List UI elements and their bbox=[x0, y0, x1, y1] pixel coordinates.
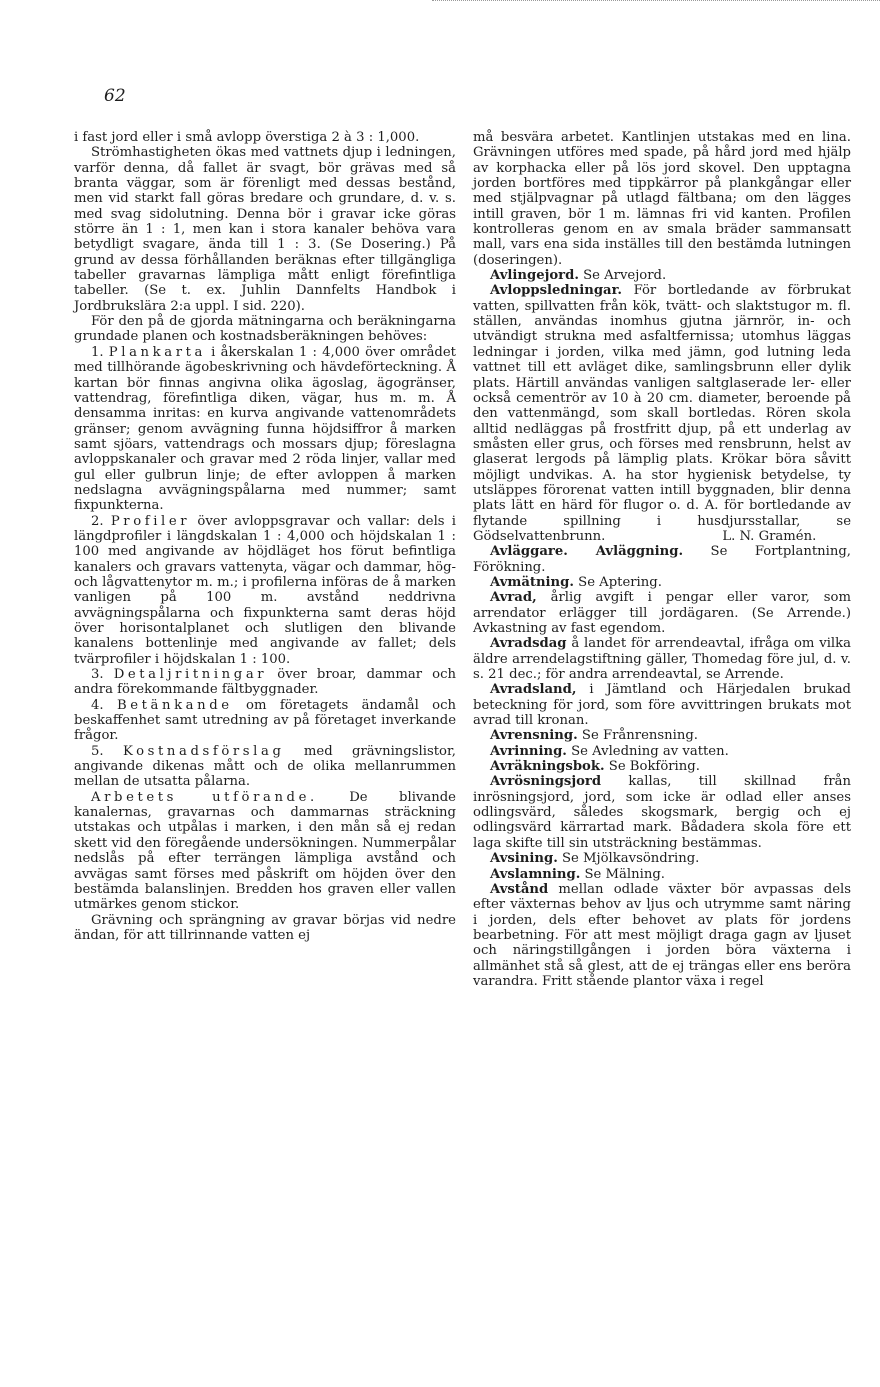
entry-text: Se Avledning av vatten. bbox=[571, 743, 729, 759]
dictionary-entry bbox=[473, 682, 851, 728]
numbered-item bbox=[74, 790, 456, 913]
dictionary-entry bbox=[473, 851, 851, 866]
entry-headword: Avsining. bbox=[490, 851, 558, 867]
numbered-item bbox=[74, 345, 456, 514]
paragraph-continuation bbox=[74, 130, 456, 145]
numbered-item bbox=[74, 667, 456, 698]
numbered-item bbox=[74, 698, 456, 744]
entry-text: Se Bokföring. bbox=[608, 759, 700, 775]
spaced-heading: Arbetets utförande. bbox=[91, 789, 318, 805]
body-text: För den på de gjorda mätningarna och beräkningarna grundade planen och kostnadsberäkningen behöves: bbox=[74, 314, 456, 345]
body-text: Strömhastigheten ökas med vattnets djup i ledningen, varför denna, då fallet är svagt, bör grävas med så branta väggar, som är förenligt med dessas bestånd, men vid starkt fall göras bredare och grundare, d. v. s. med svag sidolutning. Denna bör i gravar icke göras större än 1 : 1, men kan i stora kanaler behöva vara betydligt svagare, ända till 1 : 3. (Se Dosering.) På grund av dessa förhållanden beräknas efter tillgängliga tabeller gravarnas lämpliga mått enligt förefintliga tabeller. (Se t. ex. Juhlin Dannfelts Handbok i Jordbrukslära 2:a uppl. I sid. 220). bbox=[74, 145, 456, 314]
item-number: 4. bbox=[91, 697, 104, 713]
dictionary-entry bbox=[473, 882, 851, 989]
entry-text: å landet för arrendeavtal, ifråga om vilka äldre arrendelagstiftning gäller, Thomedag före jul, d. v. s. 21 dec.; för andra arrendeavtal, se Arrende. bbox=[473, 636, 851, 683]
dictionary-entry bbox=[473, 590, 851, 636]
entry-text: Se Arvejord. bbox=[583, 268, 667, 284]
dictionary-entry bbox=[473, 744, 851, 759]
spaced-heading: Detaljritningar bbox=[113, 667, 268, 683]
body-text: De blivande kanalernas, gravarnas och dammarnas sträckning utstakas och utpålas i marken, i den mån så ej redan skett vid den föregående undersökningen. Nummerpålar nedslås på efter terrängen lämpliga avstånd och avvägas samt förses med påskrift om höjden över den bestämda balanslinjen. Bredden hos graven eller vallen utmärkes genom stickor. bbox=[74, 789, 456, 913]
dictionary-entry bbox=[473, 728, 851, 743]
entry-headword: Avrinning. bbox=[490, 743, 567, 759]
entry-headword: Avstånd bbox=[490, 881, 549, 897]
dictionary-entry bbox=[473, 268, 851, 283]
dictionary-entry bbox=[473, 575, 851, 590]
entry-text: Se Fortplantning, Förökning. bbox=[473, 544, 851, 575]
entry-text: årlig avgift i pengar eller varor, som arrendator erlägger till jordägaren. (Se Arrende.) Avkastning av fast egendom. bbox=[473, 590, 851, 636]
entry-headword: Avrensning. bbox=[490, 728, 578, 744]
dictionary-entry bbox=[473, 636, 851, 682]
entry-text: i Jämtland och Härjedalen brukad beteckning för jord, som före avvittringen brukats mot avrad till kronan. bbox=[473, 682, 852, 729]
entry-text: Se Frånrensning. bbox=[581, 728, 698, 744]
dictionary-entry bbox=[473, 867, 851, 882]
page-number: 62 bbox=[104, 86, 126, 106]
body-text: över avloppsgravar och vallar: dels i längdprofiler i längdskalan 1 : 4,000 och höjdskalan 1 : 100 med angivande av höjdläget hos förut befintliga kanalers och gravars vattenyta, vägar och dammar, hög- och lågvattenytor m. m.; i profilerna införas de å marken vanligen på 100 m. avstånd neddrivna avvägningspålarna och fixpunkterna samt deras höjd över horisontalplanet och slutligen den blivande kanalens bottenlinje med angivande av fallet; dels tvärprofiler i höjdskalan 1 : 100. bbox=[74, 513, 456, 667]
entry-text: mellan odlade växter bör avpassas dels efter växternas behov av ljus och utrymme samt näring i jorden, dels efter behovet av plats för jordens bearbetning. För att mest möjligt draga gagn av ljuset och näringstillgången i jorden böra växterna i allmänhet stå så glest, att de ej trängas eller ens beröra varandra. Fritt stående plantor växa i regel bbox=[473, 881, 851, 989]
left-column bbox=[74, 130, 456, 943]
dictionary-entry bbox=[473, 774, 851, 851]
paragraph bbox=[74, 314, 456, 345]
numbered-item bbox=[74, 744, 456, 790]
numbered-item bbox=[74, 514, 456, 667]
dictionary-entry bbox=[473, 283, 851, 544]
entry-text: Se Mälning. bbox=[584, 866, 665, 882]
paragraph-continuation bbox=[473, 130, 851, 268]
paragraph bbox=[74, 913, 456, 944]
entry-headword: Avrad, bbox=[490, 590, 537, 606]
item-number: 1. bbox=[91, 344, 104, 360]
body-text: i fast jord eller i små avlopp överstiga 2 à 3 : 1,000. bbox=[74, 130, 420, 145]
dictionary-entry bbox=[473, 759, 851, 774]
body-text: om företagets ändamål och beskaffenhet samt utredning av på företaget inverkande frågor. bbox=[74, 697, 456, 744]
entry-headword: Avmätning. bbox=[490, 574, 574, 590]
body-text: Grävning och sprängning av gravar börjas vid nedre ändan, för att tillrinnande vatten ej bbox=[74, 912, 456, 943]
entry-headword: Avrösningsjord bbox=[490, 774, 602, 790]
body-text: i åkerskalan 1 : 4,000 över området med tillhörande ägobeskrivning och hävdeförteckning. Å kartan bör finnas angivna olika ägoslag, ägogränser, vattendrag, förefintliga diken, vägar, hus m. m. Å densamma inritas: en kurva angivande vattenområdets gränser; genom avvägning funna höjdsiffror å marken samt sjöars, vattendrags och mossars djup; föreslagna avloppskanaler och gravar med 2 röda linjer, vallar med gul eller gulbrun linje; de efter avloppen å marken nedslagna avvägningspålarna med nummer; samt fixpunkterna. bbox=[74, 344, 456, 514]
entry-headword: Avradsland, bbox=[490, 682, 577, 698]
body-text: må besvära arbetet. Kantlinjen utstakas med en lina. Grävningen utföres med spade, på hård jord med hjälp av korphacka eller på lös jord skovel. Den upptagna jorden bortföres med tippkärror på plankgångar eller med stjälpvagnar på utlagd fältbana; om den lägges intill graven, bör 1 m. lämnas fri vid kanten. Profilen kontrolleras genom en av smala bräder sammansatt mall, vars ena sida inställes till den bestämda lutningen (doseringen). bbox=[473, 130, 851, 268]
entry-text: kallas, till skillnad från inrösningsjord, jord, som icke är odlad eller anses odlingsvärd, således skogsmark, bergig och ej odlingsvärd kärrartad mark. Bådadera skola före ett laga skifte till sin utsträckning bestämmas. bbox=[473, 774, 852, 851]
entry-text: För bortledande av förbrukat vatten, spillvatten från kök, tvätt- och slaktstugor m. fl. ställen, användas inomhus gjutna järnrör, in- och utvändigt strukna med asfaltfernissa; utomhus läggas ledningar i jorden, vilka med jämn, god lutning leda vattnet till ett avläget dike, samlingsbrunn eller dylik plats. Härtill användas vanligen saltglaserade ler- eller också cementrör av 10 à 20 cm. diameter, beroende på den vattenmängd, som skall bortledas. Rören skola alltid nedläggas på frostfritt djup, på ett underlag av småsten eller grus, och förses med rensbrunn, helst av glaserat lergods på lämplig plats. Krökar böra såvitt möjligt undvikas. A. ha stor hygienisk betydelse, ty utsläppes förorenat vatten intill byggnaden, blir denna plats lätt en härd för flugor o. d. A. för bortledande av flytande spillning i husdjursstallar, se Gödselvattenbrunn. bbox=[473, 283, 851, 544]
body-text: med grävningslistor, angivande dikenas mått och de olika mellanrummen mellan de utsatta pålarna. bbox=[74, 743, 456, 790]
entry-text: Se Aptering. bbox=[578, 574, 662, 590]
entry-headword: Avläggare. Avläggning. bbox=[490, 544, 684, 560]
spaced-heading: Plankarta bbox=[108, 344, 206, 360]
entry-headword: Avslamning. bbox=[490, 866, 581, 882]
entry-headword: Avloppsledningar. bbox=[490, 283, 622, 299]
item-number: 3. bbox=[91, 667, 104, 683]
entry-headword: Avlingejord. bbox=[490, 268, 579, 284]
spaced-heading: Kostnadsförslag bbox=[123, 743, 285, 759]
body-text: över broar, dammar och andra förekommande fältbyggnader. bbox=[74, 667, 456, 698]
item-number: 2. bbox=[91, 513, 104, 529]
spaced-heading: Profiler bbox=[110, 513, 191, 529]
dictionary-entry bbox=[473, 544, 851, 575]
spaced-heading: Betänkande bbox=[116, 697, 233, 713]
author-signature: L. N. Gramén. bbox=[722, 528, 817, 544]
entry-text: Se Mjölkavsöndring. bbox=[562, 851, 700, 867]
item-number: 5. bbox=[91, 743, 104, 759]
right-column bbox=[473, 130, 851, 989]
entry-headword: Avradsdag bbox=[490, 636, 567, 652]
paragraph bbox=[74, 145, 456, 314]
entry-headword: Avräkningsbok. bbox=[490, 759, 605, 775]
top-dotted-rule bbox=[432, 0, 880, 4]
